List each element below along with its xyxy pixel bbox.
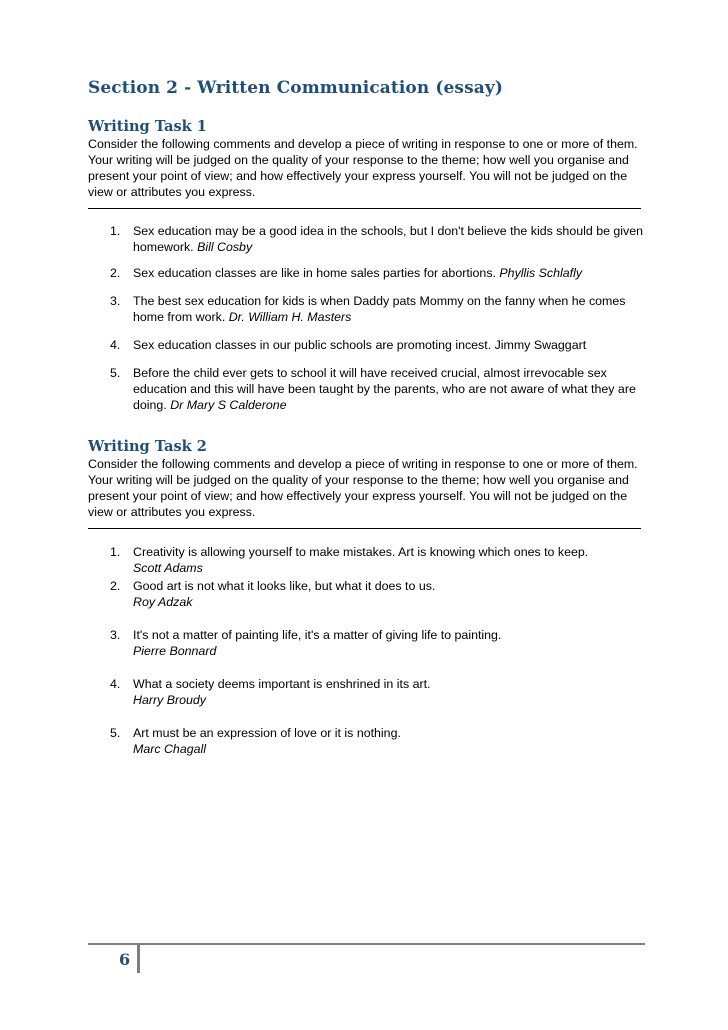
quote-author: Scott Adams	[133, 561, 203, 575]
item-number: 4.	[110, 677, 121, 691]
quote-text: Sex education may be a good idea in the schools, but I don't believe the kids should be given homework.	[133, 224, 644, 254]
item-number: 5.	[110, 726, 121, 740]
task1-intro: Consider the following comments and develop a piece of writing in response to one or more of them. Your writing will be judged on the quality of your response to the theme; how well you organise and present your point of view; and how effectively your express yourself. You will not be judged on the view or attributes you express.	[88, 137, 638, 199]
quote-author: Marc Chagall	[133, 742, 206, 756]
quote-author: Dr. William H. Masters	[228, 310, 352, 324]
quote-author: Phyllis Schlafly	[499, 266, 583, 280]
list-item	[0, 725, 728, 757]
page-number: 6	[119, 950, 131, 969]
quote-text: Sex education classes in our public schools are promoting incest. Jimmy Swaggart	[133, 338, 587, 352]
task2-title: Writing Task 2	[88, 438, 207, 455]
item-number: 2.	[110, 266, 121, 280]
footer-divider	[137, 945, 140, 973]
list-item	[0, 365, 728, 413]
list-item	[0, 223, 728, 255]
task1-divider	[88, 208, 641, 209]
quote-text: Sex education classes are like in home sales parties for abortions.	[133, 266, 496, 280]
item-number: 4.	[110, 338, 121, 352]
quote-text: Good art is not what it looks like, but what it does to us.	[133, 579, 436, 593]
list-item	[0, 293, 728, 325]
item-number: 3.	[110, 628, 121, 642]
task2-list	[0, 544, 728, 757]
quote-text: Art must be an expression of love or it is nothing.	[133, 726, 401, 740]
item-number: 2.	[110, 579, 121, 593]
section-title: Section 2 - Written Communication (essay)	[88, 78, 503, 98]
quote-text: Creativity is allowing yourself to make mistakes. Art is knowing which ones to keep.	[133, 545, 589, 559]
quote-author: Pierre Bonnard	[133, 644, 217, 658]
quote-author: Roy Adzak	[133, 595, 193, 609]
task1-title: Writing Task 1	[88, 118, 207, 135]
list-item	[0, 676, 728, 708]
quote-text: The best sex education for kids is when Daddy pats Mommy on the fanny when he comes home from work.	[133, 294, 626, 324]
quote-text: Before the child ever gets to school it will have received crucial, almost irrevocable sex education and this will have been taught by the parents, who are not aware of what they are doing.	[133, 366, 636, 412]
list-item	[0, 627, 728, 659]
list-item	[0, 544, 728, 576]
list-item	[0, 578, 728, 610]
quote-text: It's not a matter of painting life, it's a matter of giving life to painting.	[133, 628, 502, 642]
item-number: 5.	[110, 366, 121, 380]
quote-author: Dr Mary S Calderone	[170, 398, 287, 412]
quote-author: Bill Cosby	[197, 240, 253, 254]
task2-intro: Consider the following comments and develop a piece of writing in response to one or more of them. Your writing will be judged on the quality of your response to the theme; how well you organise and present your point of view; and how effectively your express yourself. You will not be judged on the view or attributes you express.	[88, 457, 638, 519]
quote-author: Harry Broudy	[133, 693, 206, 707]
list-item	[0, 265, 728, 281]
footer-rule	[88, 943, 645, 945]
quote-text: What a society deems important is enshrined in its art.	[133, 677, 431, 691]
task2-divider	[88, 528, 641, 529]
item-number: 3.	[110, 294, 121, 308]
item-number: 1.	[110, 545, 121, 559]
task1-list	[0, 223, 728, 413]
item-number: 1.	[110, 224, 121, 238]
list-item	[0, 337, 728, 353]
